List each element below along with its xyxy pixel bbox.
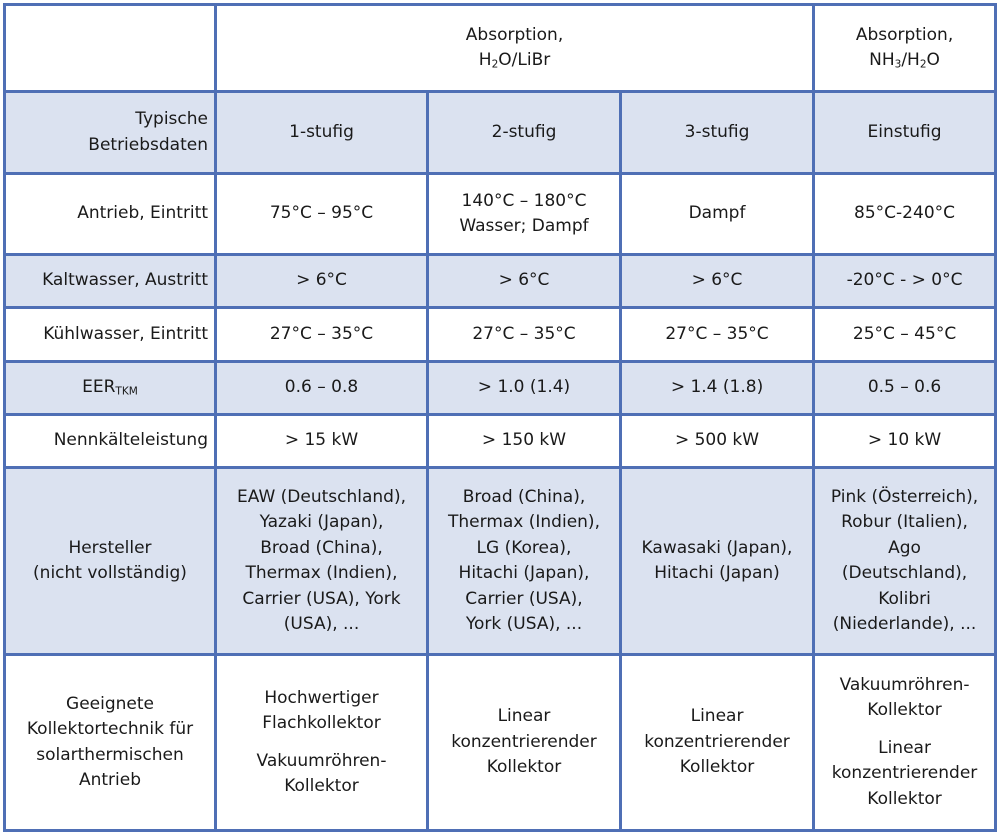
row-label-hersteller: Hersteller (nicht vollständig) <box>5 468 216 655</box>
cell-eer-2: > 1.0 (1.4) <box>428 362 621 415</box>
cell-kollektor-4 <box>814 655 996 831</box>
header-nh3-h2o-formula: $NH_3/H_2O$ <box>869 50 940 71</box>
header-h2o-libr-formula: $H_2O$/LiBr <box>478 50 551 71</box>
row-kaltwasser <box>5 255 996 308</box>
cell-3-stufig: 3-stufig <box>621 92 814 174</box>
cell-kollektor-1-flach: Hochwertiger Flachkollektor <box>262 687 381 733</box>
cell-kollektor-1 <box>216 655 428 831</box>
cell-antrieb-3: Dampf <box>621 174 814 255</box>
cell-kuehlwasser-1: 27°C – 35°C <box>216 308 428 362</box>
cell-kollektor-4-vakuum: Vakuumröhren- Kollektor <box>839 674 970 721</box>
cell-hersteller-3: Kawasaki (Japan), Hitachi (Japan) <box>621 468 814 655</box>
cell-1-stufig: 1-stufig <box>216 92 428 174</box>
cell-nenn-4: > 10 kW <box>814 415 996 468</box>
row-antrieb <box>5 174 996 255</box>
header-corner-cell <box>5 5 216 92</box>
cell-kaltwasser-2: > 6°C <box>428 255 621 308</box>
row-label-nennkaelteleistung: Nennkälteleistung <box>5 415 216 468</box>
row-label-kaltwasser: Kaltwasser, Austritt <box>5 255 216 308</box>
cell-nenn-2: > 150 kW <box>428 415 621 468</box>
cell-kuehlwasser-3: 27°C – 35°C <box>621 308 814 362</box>
row-eer <box>5 362 996 415</box>
cell-kollektor-3: Linear konzentrierender Kollektor <box>621 655 814 831</box>
row-label-kuehlwasser: Kühlwasser, Eintritt <box>5 308 216 362</box>
row-nennkaelteleistung <box>5 415 996 468</box>
cell-antrieb-2: 140°C – 180°C Wasser; Dampf <box>428 174 621 255</box>
cell-kollektor-2: Linear konzentrierender Kollektor <box>428 655 621 831</box>
row-hersteller <box>5 468 996 655</box>
header-h2o-libr <box>216 5 814 92</box>
cell-antrieb-1: 75°C – 95°C <box>216 174 428 255</box>
cell-kollektor-4-linear: Linear konzentrierender Kollektor <box>831 737 978 809</box>
header-nh3-h2o <box>814 5 996 92</box>
cell-hersteller-4: Pink (Österreich), Robur (Italien), Ago (Deutschland), Kolibri (Niederlande), ... <box>814 468 996 655</box>
cell-nenn-3: > 500 kW <box>621 415 814 468</box>
row-label-typische-betriebsdaten: Typische Betriebsdaten <box>5 92 216 174</box>
cell-hersteller-2: Broad (China), Thermax (Indien), LG (Korea), Hitachi (Japan), Carrier (USA), York (USA), ... <box>428 468 621 655</box>
header-h2o-libr-line1: Absorption, <box>465 24 564 45</box>
cell-eer-4: 0.5 – 0.6 <box>814 362 996 415</box>
cell-hersteller-1: EAW (Deutschland), Yazaki (Japan), Broad (China), Thermax (Indien), Carrier (USA), York (USA), ... <box>216 468 428 655</box>
cell-kuehlwasser-4: 25°C – 45°C <box>814 308 996 362</box>
cell-eer-3: > 1.4 (1.8) <box>621 362 814 415</box>
cell-antrieb-4: 85°C-240°C <box>814 174 996 255</box>
header-row <box>5 5 996 92</box>
row-label-kollektortechnik: Geeignete Kollektortechnik für solarthermischen Antrieb <box>5 655 216 831</box>
cell-kaltwasser-4: -20°C - > 0°C <box>814 255 996 308</box>
row-label-antrieb: Antrieb, Eintritt <box>5 174 216 255</box>
row-label-eer: $EER_{TKM}$ <box>5 362 216 415</box>
cell-kaltwasser-3: > 6°C <box>621 255 814 308</box>
absorption-comparison-table <box>3 3 997 832</box>
cell-eer-1: 0.6 – 0.8 <box>216 362 428 415</box>
cell-kaltwasser-1: > 6°C <box>216 255 428 308</box>
cell-2-stufig: 2-stufig <box>428 92 621 174</box>
header-nh3-h2o-line1: Absorption, <box>855 24 954 45</box>
row-kuehlwasser <box>5 308 996 362</box>
cell-einstufig: Einstufig <box>814 92 996 174</box>
cell-nenn-1: > 15 kW <box>216 415 428 468</box>
cell-kollektor-1-vakuum: Vakuumröhren- Kollektor <box>256 750 387 796</box>
cell-kuehlwasser-2: 27°C – 35°C <box>428 308 621 362</box>
row-typische-betriebsdaten <box>5 92 996 174</box>
row-kollektortechnik <box>5 655 996 831</box>
